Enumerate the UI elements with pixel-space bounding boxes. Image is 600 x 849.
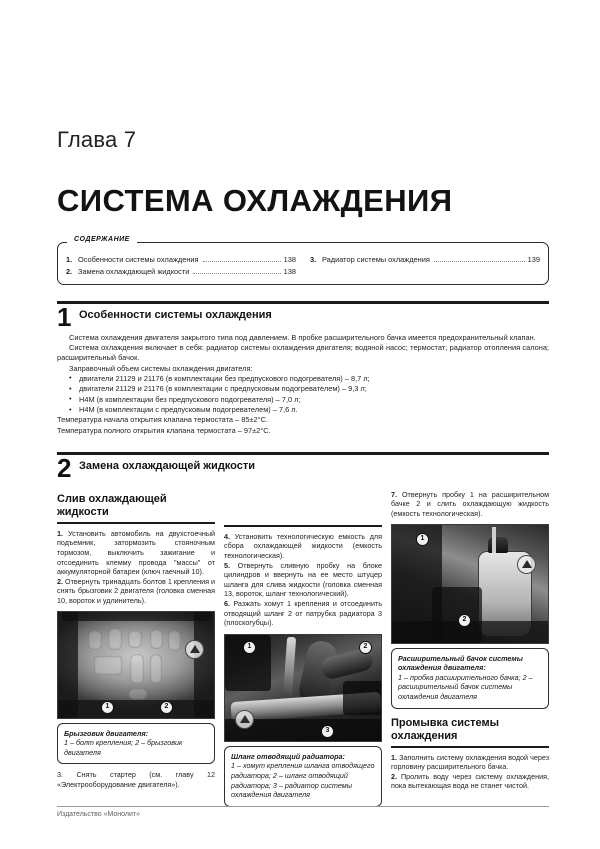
toc-leader-dots: [434, 260, 525, 262]
section-1-paragraph-2: Система охлаждения включает в себя: радиатор системы охлаждения двигателя; водяной насос; термостат; радиатор отопления салона; расширительный бачок.: [57, 343, 549, 363]
caption-body: 1 – пробка расширительного бачка; 2 – расширительный бачок системы охлаждения двигателя: [398, 672, 533, 701]
step-number: 1.: [57, 528, 63, 538]
list-item: • H4M (в комплектации без предпускового подогревателя) – 7,0 л;: [57, 395, 549, 405]
thermostat-full-open-temp: Температура полного открытия клапана термостата – 97±2°C.: [57, 425, 271, 435]
list-item: • H4M (в комплектации с предпусковым подогревателем) – 7,6 л.: [57, 405, 549, 415]
step-text: Разжать хомут 1 крепления и отсоединить отводящий шланг 2 от патрубка радиатора 3 (плоскогубцы).: [224, 599, 382, 628]
step-text: Отвернуть тринадцать болтов 1 крепления и снять брызговик 2 двигателя (головка сменная 10, вороток и удлинитель).: [57, 576, 215, 605]
section-2-title: Замена охлаждающей жидкости: [79, 459, 256, 472]
procedure-step: [224, 532, 382, 561]
flush-step: [391, 772, 549, 791]
column-1: [57, 493, 215, 807]
coolant-capacity-list: [57, 374, 549, 416]
list-item: • двигатели 21129 и 21176 (в комплектации без предпускового подогревателя) – 8,7 л;: [57, 374, 549, 384]
section-1-body: [57, 333, 549, 436]
expansion-tank-photo: [391, 524, 549, 644]
procedure-step: [391, 490, 549, 519]
flush-system-heading: Промывка системы охлаждения: [391, 717, 549, 748]
toc-entry[interactable]: [66, 266, 296, 278]
step-text: Установить автомобиль на двухстоечный подъемник, затормозить стояночным тормозом, выключить зажигание и отсоединить клемму провода "массы" от аккумуляторной батареи (ключ гаечный 10).: [57, 528, 215, 577]
drain-coolant-subheading: Слив охлаждающей жидкости: [57, 493, 215, 524]
chapter-label: Глава 7: [57, 127, 137, 152]
page-title: СИСТЕМА ОХЛАЖДЕНИЯ: [57, 183, 453, 218]
caption-title: Расширительный бачок системы охлаждения двигателя:: [398, 653, 523, 673]
step-text: Установить технологическую емкость для сбора охлаждающей жидкости (емкость технологическая).: [224, 531, 382, 561]
toc-entry-number: 1.: [66, 255, 73, 264]
step-number: 5.: [224, 560, 230, 570]
publisher-watermark-icon: [185, 640, 204, 659]
column-3: [391, 489, 550, 807]
callout-marker-3: 3: [321, 725, 334, 738]
step-number: 2.: [391, 771, 397, 781]
toc-entry-page: 139: [527, 255, 540, 264]
figure-caption-outlet-hose: [224, 746, 382, 807]
thermostat-open-start-temp: Температура начала открытия клапана термостата – 85±2°C.: [57, 415, 268, 425]
step-number: 6.: [224, 599, 230, 608]
callout-marker-1: 1: [416, 533, 429, 546]
step-text: Заполнить систему охлаждения водой через горловину расширительного бачка.: [391, 752, 549, 772]
callout-marker-2: 2: [359, 641, 372, 654]
callout-marker-1: 1: [243, 641, 256, 654]
step-number: 2.: [57, 576, 63, 586]
procedure-step: [57, 577, 215, 606]
radiator-outlet-hose-photo: [224, 634, 382, 742]
toc-box: [57, 242, 549, 285]
footer-divider: [57, 806, 549, 807]
step-text: Отвернуть пробку 1 на расширительном бачке 2 и слить охлаждающую жидкость (емкость технологическая).: [391, 489, 550, 519]
procedure-step: [224, 599, 382, 628]
toc-entry-page: 138: [283, 255, 296, 264]
step-number: 4.: [224, 531, 230, 541]
step-text: Пролить воду через систему охлаждения, пока вытекающая вода не станет чистой.: [391, 771, 549, 791]
toc-entry-page: 138: [283, 267, 296, 276]
toc-entry-label: Радиатор системы охлаждения: [322, 255, 430, 264]
flush-step: [391, 753, 549, 772]
section-1-number: 1: [57, 302, 72, 332]
figure-caption-expansion-tank: [391, 648, 549, 709]
section-1-header: [57, 301, 549, 332]
page-footer: [57, 806, 549, 818]
section-2-header: [57, 452, 549, 483]
column-2: [224, 493, 382, 807]
step-number: 1.: [391, 752, 397, 762]
procedure-step: [57, 529, 215, 577]
publisher-name: Издательство «Монолит»: [57, 811, 141, 818]
toc-leader-dots: [193, 272, 280, 274]
toc-entry-number: 3.: [310, 255, 317, 264]
publisher-watermark-icon: [235, 710, 254, 729]
toc-column-left: [66, 254, 296, 278]
caption-title: Шланг отводящий радиатора:: [231, 751, 345, 761]
section-2-number: 2: [57, 452, 72, 483]
toc-entry-label: Замена охлаждающей жидкости: [78, 267, 190, 276]
list-item: • двигатели 21129 и 21176 (в комплектации с предпусковым подогревателем) – 9,3 л;: [57, 384, 549, 394]
callout-marker-2: 2: [160, 701, 173, 714]
section-1-paragraph-1: Система охлаждения двигателя закрытого типа под давлением. В пробке расширительного бачка имеется предохранительный клапан.: [69, 333, 536, 342]
toc-entry[interactable]: [310, 254, 540, 266]
caption-body: 1 – болт крепления; 2 – брызговик двигателя: [64, 738, 183, 757]
toc-leader-dots: [203, 260, 281, 262]
column-2-spacer-heading: [224, 493, 382, 527]
engine-splash-shield-photo: [57, 611, 215, 719]
callout-marker-2: 2: [458, 614, 471, 627]
callout-marker-1: 1: [101, 701, 114, 714]
step-text: Отвернуть сливную пробку на блоке цилиндров и ввернуть на ее место штуцер шланга для слива жидкости (головка сменная 13, вороток, шланг технологический).: [224, 560, 383, 599]
table-of-contents: [57, 236, 549, 285]
page-content: [57, 0, 549, 807]
step-number: 7.: [391, 489, 397, 499]
procedure-columns: [57, 489, 550, 807]
toc-tab-label: СОДЕРЖАНИЕ: [67, 236, 137, 243]
procedure-step-3: 3. Снять стартер (см. главу 12 «Электрооборудование двигателя»).: [57, 770, 215, 789]
caption-title: Брызговик двигателя:: [64, 728, 149, 738]
figure-caption-splash-shield: [57, 723, 215, 765]
toc-column-right: [310, 254, 540, 278]
procedure-step: [224, 561, 382, 599]
publisher-watermark-icon: [517, 555, 536, 574]
caption-body: 1 – хомут крепления шланга отводящего радиатора; 2 – шланг отводящий радиатора; 3 – радиатор системы охлаждения двигателя: [231, 761, 375, 800]
toc-entry-number: 2.: [66, 267, 73, 276]
section-1-paragraph-3: Заправочный объем системы охлаждения двигателя:: [69, 363, 253, 373]
section-1-title: Особенности системы охлаждения: [79, 309, 272, 321]
toc-entry[interactable]: [66, 254, 296, 266]
toc-entry-label: Особенности системы охлаждения: [78, 255, 199, 264]
